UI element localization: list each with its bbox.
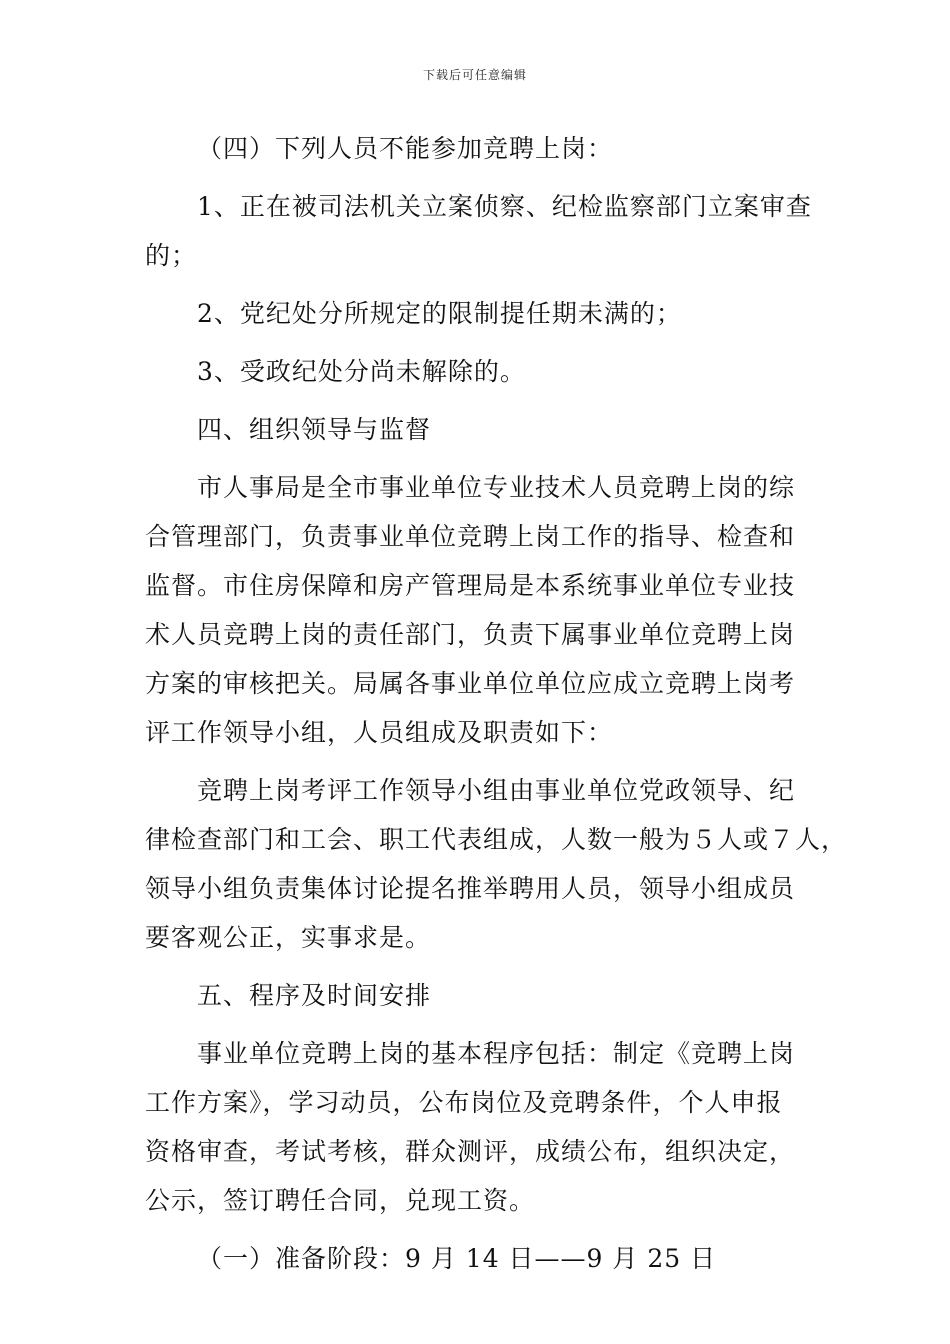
text-line: 事业单位竞聘上岗的基本程序包括：制定《竞聘上岗 bbox=[197, 1039, 796, 1068]
text-line: 评工作领导小组，人员组成及职责如下： bbox=[145, 718, 614, 747]
text-line: （一）准备阶段：9 月 14 日——9 月 25 日 bbox=[197, 1244, 717, 1273]
text-line: 竞聘上岗考评工作领导小组由事业单位党政领导、纪 bbox=[197, 776, 796, 805]
text-line: 术人员竞聘上岗的责任部门，负责下属事业单位竞聘上岗 bbox=[145, 620, 796, 649]
section-heading-four bbox=[145, 405, 815, 454]
paragraph-leadership-group bbox=[145, 766, 848, 962]
text-line: 公示，签订聘任合同，兑现工资。 bbox=[145, 1186, 536, 1215]
text-line: 合管理部门，负责事业单位竞聘上岗工作的指导、检查和 bbox=[145, 522, 796, 551]
section-heading-five bbox=[145, 971, 815, 1020]
text-line: 律检查部门和工会、职工代表组成，人数一般为５人或７人， bbox=[145, 825, 848, 854]
paragraph-item-1 bbox=[145, 182, 815, 280]
page-header: 下载后可任意编辑 bbox=[422, 68, 527, 82]
paragraph-procedure bbox=[145, 1029, 815, 1225]
text-line: 2、党纪处分所规定的限制提任期未满的； bbox=[197, 299, 682, 328]
paragraph-organization bbox=[145, 463, 815, 757]
paragraph-item-2 bbox=[145, 289, 815, 338]
text-line: 1、正在被司法机关立案侦察、纪检监察部门立案审查 bbox=[197, 192, 812, 221]
text-line: 资格审查，考试考核，群众测评，成绩公布，组织决定， bbox=[145, 1137, 796, 1166]
text-line: 工作方案》，学习动员，公布岗位及竞聘条件，个人申报 bbox=[145, 1088, 783, 1117]
text-line: 的； bbox=[145, 241, 198, 270]
paragraph-preparation-stage bbox=[145, 1234, 815, 1283]
text-line: 3、受政纪处分尚未解除的。 bbox=[197, 357, 526, 386]
text-line: 要客观公正，实事求是。 bbox=[145, 923, 432, 952]
text-line: 市人事局是全市事业单位专业技术人员竞聘上岗的综 bbox=[197, 473, 796, 502]
text-line: 四、组织领导与监督 bbox=[197, 415, 432, 444]
document-body bbox=[145, 124, 848, 1292]
text-line: 监督。市住房保障和房产管理局是本系统事业单位专业技 bbox=[145, 571, 796, 600]
paragraph-item-3 bbox=[145, 347, 815, 396]
text-line: 领导小组负责集体讨论提名推举聘用人员，领导小组成员 bbox=[145, 874, 796, 903]
text-line: 方案的审核把关。局属各事业单位单位应成立竞聘上岗考 bbox=[145, 669, 796, 698]
text-line: 五、程序及时间安排 bbox=[197, 981, 432, 1010]
paragraph-ineligible-heading bbox=[145, 124, 815, 173]
text-line: （四）下列人员不能参加竞聘上岗： bbox=[197, 134, 614, 163]
